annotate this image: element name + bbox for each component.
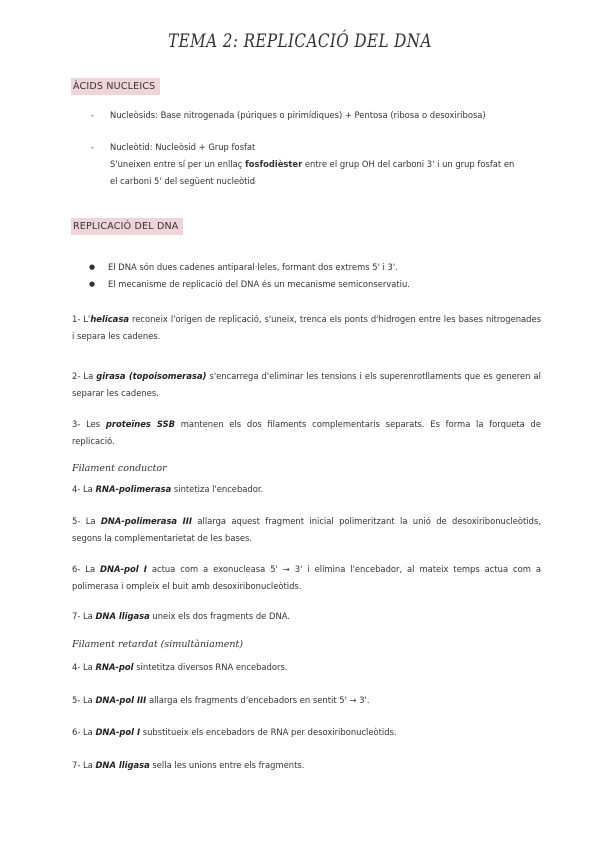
step-number: 4- La — [72, 484, 96, 494]
enzyme-name: DNA lligasa — [95, 760, 150, 770]
step-paragraph — [72, 659, 541, 676]
bullet-text: El mecanisme de replicació del DNA és un mecanisme semiconservatiu. — [108, 279, 410, 289]
step-text: reconeix l'origen de replicació, s'uneix, trenca els ponts d'hidrogen entre les bases nitrogenades i separa les cadenes. — [72, 314, 541, 341]
list-item-text: Nucleòsids: Base nitrogenada (púriques o pirimídiques) + Pentosa (ribosa o desoxiribosa) — [110, 110, 486, 120]
subheading-filament-retardat: Filament retardat (simultàniament) — [72, 639, 244, 650]
list-item — [91, 139, 551, 190]
enzyme-name: DNA-pol I — [100, 564, 147, 574]
list-item — [91, 107, 551, 124]
step-text: allarga aquest fragment inicial polimeritzant la unió de desoxiribonucleòtids, segons la complementarietat de les bases. — [72, 516, 541, 543]
step-paragraph — [72, 757, 541, 774]
step-paragraph — [72, 481, 541, 498]
enzyme-name: DNA-polimerasa III — [100, 516, 193, 526]
step-text: allarga els fragments d'encebadors en sentit 5' → 3'. — [146, 695, 370, 705]
step-text: substitueix els encebadors de RNA per desoxiribonucleòtids. — [140, 727, 397, 737]
step-paragraph — [72, 724, 541, 741]
step-paragraph — [72, 561, 541, 594]
step-number: 6- La — [72, 564, 101, 574]
dash-marker: - — [91, 142, 95, 152]
step-number: 3- Les — [72, 419, 106, 429]
step-paragraph — [72, 513, 541, 546]
enzyme-name: proteïnes SSB — [105, 419, 176, 429]
step-number: 1- L' — [72, 314, 91, 324]
enzyme-name: helicasa — [90, 314, 129, 324]
step-number: 5- La — [72, 695, 96, 705]
step-text: uneix els dos fragments de DNA. — [149, 611, 290, 621]
page-title: TEMA 2: REPLICACIÓ DEL DNA — [168, 30, 432, 52]
step-paragraph — [72, 608, 541, 625]
enzyme-name: DNA-pol III — [95, 695, 147, 705]
step-paragraph — [72, 368, 541, 401]
dash-marker: - — [91, 110, 95, 120]
step-number: 7- La — [72, 611, 96, 621]
step-paragraph — [72, 311, 541, 344]
bullet-text: El DNA són dues cadenes antiparal·leles, formant dos extrems 5' i 3'. — [108, 262, 398, 272]
list-item-text: el carboni 5' del següent nucleòtid — [110, 176, 256, 186]
step-text: sintetitza diversos RNA encebadors. — [133, 662, 288, 672]
step-text: sintetiza l'encebador. — [171, 484, 264, 494]
section-heading-replicacio: REPLICACIÓ DEL DNA — [71, 218, 183, 235]
step-number: 5- La — [72, 516, 101, 526]
bold-term: fosfodièster — [245, 159, 303, 169]
step-number: 6- La — [72, 727, 96, 737]
section-heading-acids: ÀCIDS NUCLEICS — [71, 78, 160, 95]
enzyme-name: girasa (topoisomerasa) — [96, 371, 207, 381]
step-number: 2- La — [72, 371, 97, 381]
enzyme-name: RNA-pol — [95, 662, 134, 672]
step-text: s'encarrega d'eliminar les tensions i els superenrotllaments que es generen al separar les cadenes. — [72, 371, 541, 398]
enzyme-name: RNA-polimerasa — [95, 484, 172, 494]
enzyme-name: DNA lligasa — [95, 611, 150, 621]
text-run: S'uneixen entre sí per un enllaç — [110, 159, 246, 169]
list-item-text — [110, 156, 551, 173]
bullet-dot: ● — [89, 280, 96, 288]
step-paragraph — [72, 416, 541, 449]
enzyme-name: DNA-pol I — [95, 727, 141, 737]
bullet-item — [89, 259, 549, 276]
step-text: actua com a exonucleasa 5' → 3' i elimina l'encebador, al mateix temps actua com a polimerasa i ompleix el buit amb desoxiribonucleòtids. — [72, 564, 541, 591]
bullet-dot: ● — [89, 263, 96, 271]
step-number: 4- La — [72, 662, 96, 672]
step-paragraph — [72, 692, 541, 709]
subheading-filament-conductor: Filament conductor — [72, 463, 167, 474]
bullet-item — [89, 276, 549, 293]
text-run: entre el grup OH del carboni 3' i un grup fosfat en — [302, 159, 515, 169]
step-number: 7- La — [72, 760, 96, 770]
step-text: mantenen els dos filaments complementaris separats. Es forma la forqueta de replicació. — [72, 419, 541, 446]
step-text: sella les unions entre els fragments. — [149, 760, 305, 770]
list-item-text: Nucleòtid: Nucleòsid + Grup fosfat — [110, 142, 256, 152]
